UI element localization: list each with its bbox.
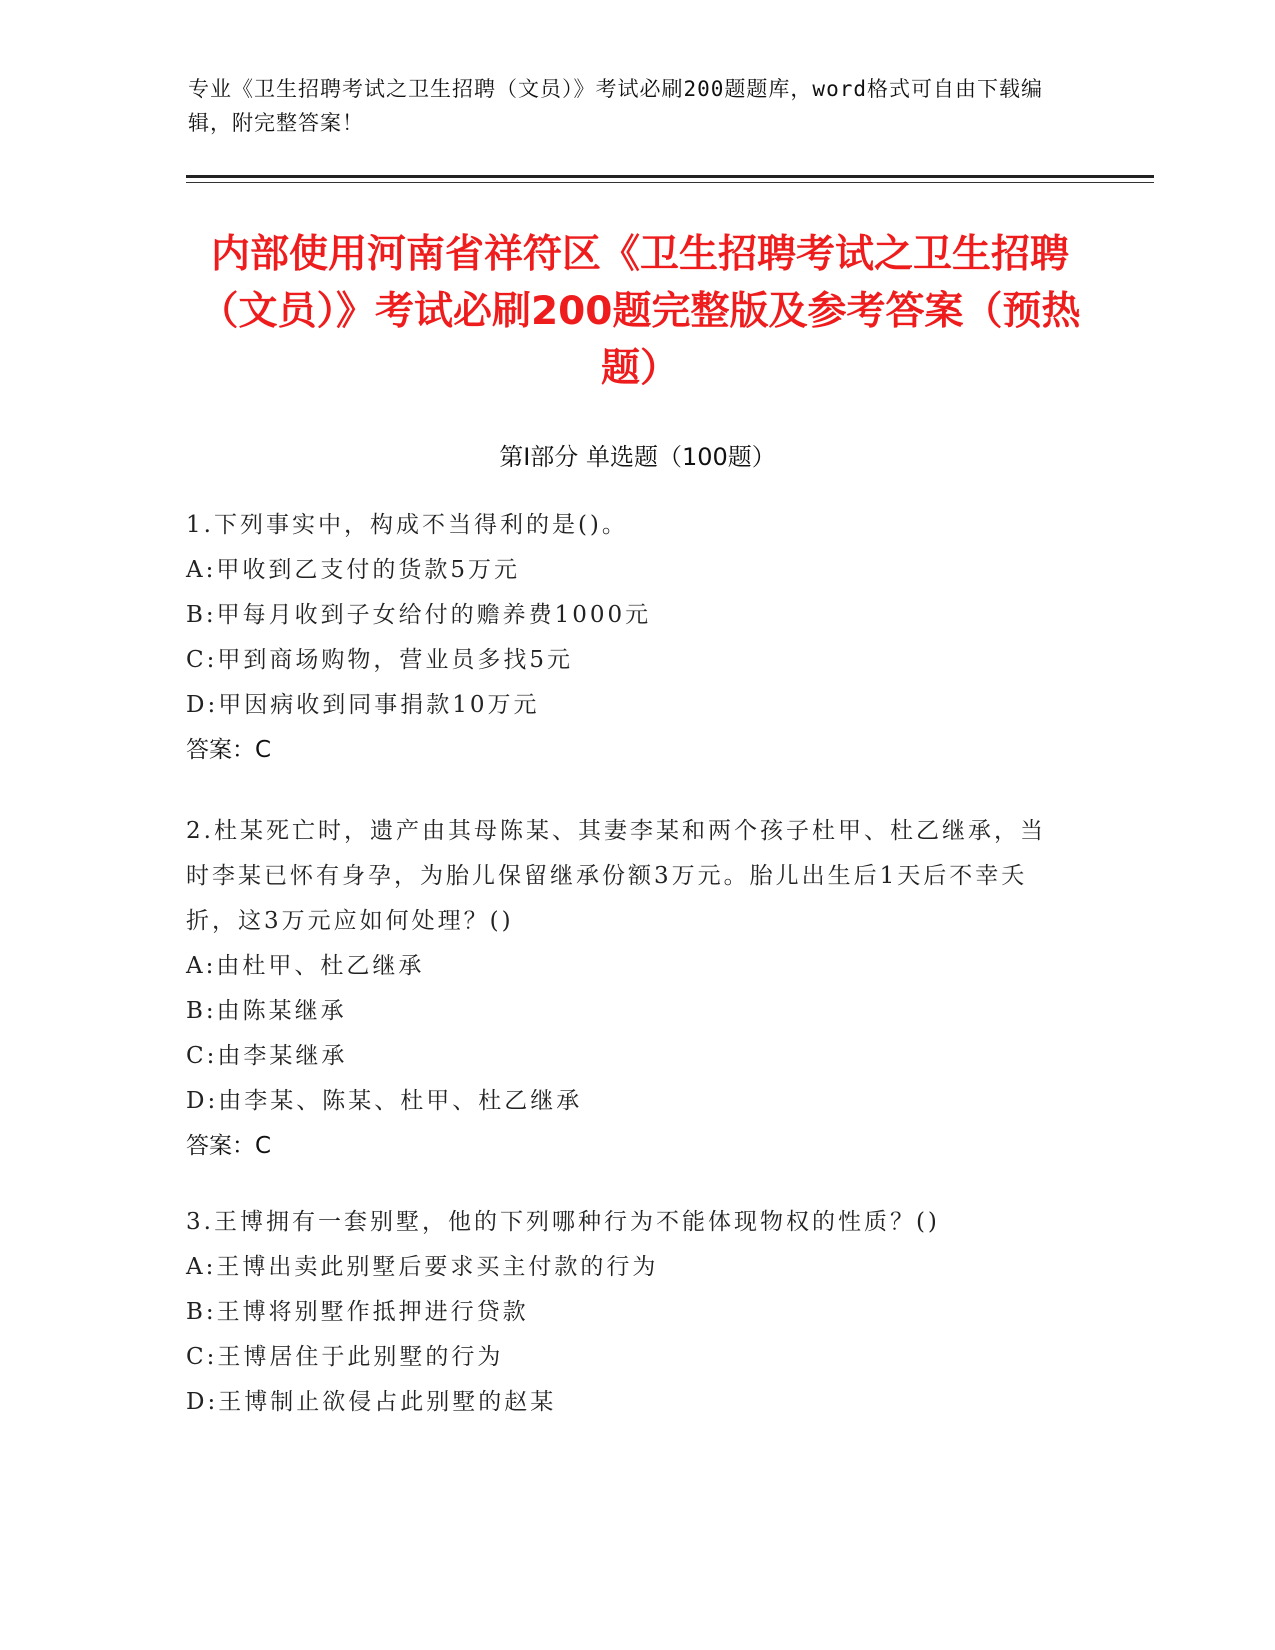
question-stem: 3.王博拥有一套别墅，他的下列哪种行为不能体现物权的性质？(): [186, 1209, 940, 1235]
option-a: A:甲收到乙支付的货款5万元: [186, 557, 520, 583]
header-rule-thick: [186, 175, 1154, 178]
option-d: D:甲因病收到同事捐款10万元: [186, 692, 540, 718]
option-b: B:王博将别墅作抵押进行贷款: [186, 1299, 529, 1325]
option-b: B:甲每月收到子女给付的赡养费1000元: [186, 602, 652, 628]
option-a: A:王博出卖此别墅后要求买主付款的行为: [186, 1254, 659, 1280]
option-a: A:由杜甲、杜乙继承: [186, 953, 425, 979]
option-c: C:王博居住于此别墅的行为: [186, 1344, 504, 1370]
option-b: B:由陈某继承: [186, 998, 347, 1024]
question-3: [186, 1200, 1066, 1425]
question-2: [186, 809, 1066, 1169]
section-heading: 第Ⅰ部分 单选题（100题）: [499, 443, 776, 471]
header-note: 专业《卫生招聘考试之卫生招聘（文员）》考试必刷200题题库，word格式可自由下载编辑，附完整答案！: [188, 77, 1043, 135]
question-1: [186, 503, 1066, 773]
option-c: C:甲到商场购物，营业员多找5元: [186, 647, 573, 673]
question-stem: 2.杜某死亡时，遗产由其母陈某、其妻李某和两个孩子杜甲、杜乙继承，当时李某已怀有身孕，为胎儿保留继承份额3万元。胎儿出生后1天后不幸夭折，这3万元应如何处理？(): [186, 818, 1046, 934]
option-d: D:由李某、陈某、杜甲、杜乙继承: [186, 1088, 583, 1114]
document-title: 内部使用河南省祥符区《卫生招聘考试之卫生招聘（文员）》考试必刷200题完整版及参考答案（预热题）: [199, 232, 1081, 391]
option-c: C:由李某继承: [186, 1043, 348, 1069]
header-rule-thin: [186, 182, 1154, 183]
answer: 答案：C: [186, 737, 272, 763]
option-d: D:王博制止欲侵占此别墅的赵某: [186, 1389, 557, 1415]
answer: 答案：C: [186, 1133, 272, 1159]
question-stem: 1.下列事实中，构成不当得利的是()。: [186, 512, 628, 538]
